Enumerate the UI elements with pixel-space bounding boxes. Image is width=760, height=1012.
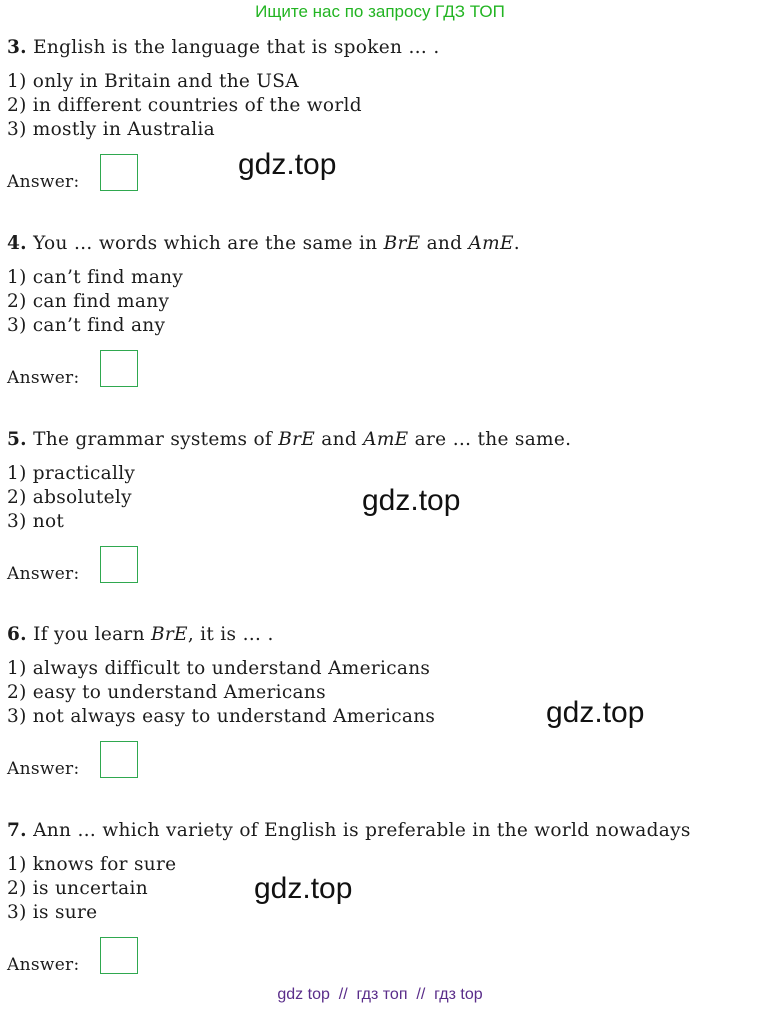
option-2[interactable]: 2) easy to understand Americans xyxy=(7,682,326,703)
option-2[interactable]: 2) in different countries of the world xyxy=(7,95,362,116)
question-number: 5. xyxy=(7,429,27,450)
question-body-part: and xyxy=(420,233,469,254)
options-list xyxy=(7,657,757,729)
question-body-part: and xyxy=(315,429,364,450)
option-3[interactable]: 3) not xyxy=(7,511,65,532)
option-2[interactable]: 2) absolutely xyxy=(7,487,132,508)
question-body-part: The grammar systems of xyxy=(33,429,279,450)
answer-box[interactable] xyxy=(100,154,138,191)
question-number: 7. xyxy=(7,820,27,841)
options-list xyxy=(7,70,757,142)
answer-row xyxy=(7,546,757,586)
option-1[interactable]: 1) can’t find many xyxy=(7,267,184,288)
term-ame: AmE xyxy=(468,233,514,254)
option-3[interactable]: 3) not always easy to understand Americans xyxy=(7,706,436,727)
answer-box[interactable] xyxy=(100,546,138,583)
answer-label: Answer: xyxy=(7,368,80,388)
watermark: gdz.top xyxy=(238,148,337,181)
answer-row xyxy=(7,741,757,781)
term-bre: BrE xyxy=(383,233,421,254)
question-body-part: If you learn xyxy=(33,624,151,645)
question-body-part: . xyxy=(513,233,520,254)
question-body-part: are … the same. xyxy=(408,429,572,450)
question-body: Ann … which variety of English is preferable in the world nowadays xyxy=(33,820,691,841)
answer-label: Answer: xyxy=(7,172,80,192)
term-ame: AmE xyxy=(363,429,409,450)
term-bre: BrE xyxy=(150,624,188,645)
question-number: 3. xyxy=(7,37,27,58)
question-6 xyxy=(7,623,757,781)
question-body-part: You … words which are the same in xyxy=(33,233,384,254)
question-text xyxy=(7,36,757,60)
answer-label: Answer: xyxy=(7,955,80,975)
options-list xyxy=(7,266,757,338)
answer-row xyxy=(7,937,757,977)
option-2[interactable]: 2) can find many xyxy=(7,291,170,312)
question-text xyxy=(7,428,757,452)
option-1[interactable]: 1) knows for sure xyxy=(7,854,177,875)
option-3[interactable]: 3) is sure xyxy=(7,902,98,923)
answer-box[interactable] xyxy=(100,937,138,974)
question-text xyxy=(7,623,757,647)
answer-label: Answer: xyxy=(7,759,80,779)
option-2[interactable]: 2) is uncertain xyxy=(7,878,148,899)
answer-row xyxy=(7,154,757,194)
question-body: English is the language that is spoken … . xyxy=(33,37,440,58)
answer-row xyxy=(7,350,757,390)
option-3[interactable]: 3) mostly in Australia xyxy=(7,119,215,140)
watermark: gdz.top xyxy=(362,484,461,517)
watermark: gdz.top xyxy=(546,696,645,729)
option-3[interactable]: 3) can’t find any xyxy=(7,315,166,336)
question-number: 6. xyxy=(7,624,27,645)
term-bre: BrE xyxy=(278,429,316,450)
question-text xyxy=(7,819,757,843)
answer-label: Answer: xyxy=(7,564,80,584)
watermark: gdz.top xyxy=(254,872,353,905)
footer-text: gdz top // гдз топ // гдз top xyxy=(277,986,483,1003)
option-1[interactable]: 1) only in Britain and the USA xyxy=(7,71,299,92)
answer-box[interactable] xyxy=(100,350,138,387)
options-list xyxy=(7,853,757,925)
question-4 xyxy=(7,232,757,390)
option-1[interactable]: 1) always difficult to understand Americans xyxy=(7,658,431,679)
question-number: 4. xyxy=(7,233,27,254)
question-text xyxy=(7,232,757,256)
question-7 xyxy=(7,819,757,977)
question-body-part: , it is … . xyxy=(187,624,274,645)
footer-links xyxy=(0,986,760,1004)
top-banner: Ищите нас по запросу ГДЗ ТОП xyxy=(255,2,505,21)
option-1[interactable]: 1) practically xyxy=(7,463,136,484)
question-3 xyxy=(7,36,757,194)
answer-box[interactable] xyxy=(100,741,138,778)
